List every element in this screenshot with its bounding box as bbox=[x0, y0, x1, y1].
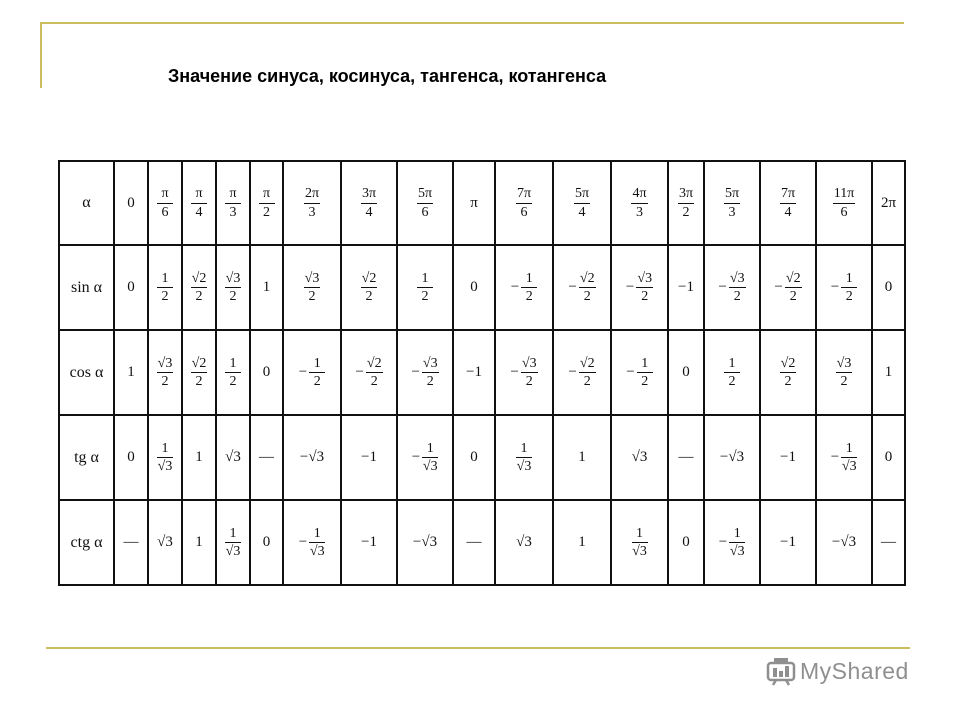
row-label: ctg α bbox=[59, 500, 114, 585]
numerator: 5π bbox=[574, 186, 590, 203]
table-cell bbox=[553, 415, 611, 500]
denominator: 2 bbox=[583, 374, 591, 389]
minus-sign: − bbox=[355, 364, 364, 381]
table-cell bbox=[182, 161, 216, 245]
table-cell bbox=[453, 330, 495, 415]
table-cell bbox=[182, 330, 216, 415]
table-cell bbox=[283, 161, 341, 245]
cell-value: −1 bbox=[780, 449, 796, 466]
table-cell bbox=[250, 161, 283, 245]
denominator: 6 bbox=[161, 204, 169, 220]
table-cell bbox=[182, 500, 216, 585]
table-cell bbox=[216, 161, 250, 245]
denominator: 2 bbox=[583, 289, 591, 304]
numerator: √3 bbox=[225, 271, 242, 288]
cell-value: 0 bbox=[884, 449, 893, 466]
denominator: 2 bbox=[308, 289, 316, 304]
cell-value: 1 bbox=[127, 364, 135, 381]
minus-sign: − bbox=[568, 279, 577, 296]
denominator: 2 bbox=[195, 374, 203, 389]
numerator: 1 bbox=[724, 356, 740, 373]
denominator: 4 bbox=[578, 204, 586, 220]
denominator: 2 bbox=[728, 374, 736, 389]
table-cell bbox=[148, 415, 182, 500]
numerator: 7π bbox=[516, 186, 532, 203]
presentation-board-icon bbox=[766, 656, 796, 686]
minus-sign: − bbox=[510, 279, 520, 296]
fraction bbox=[422, 356, 439, 390]
row-label: sin α bbox=[59, 245, 114, 330]
cell-value: −√3 bbox=[719, 449, 745, 466]
numerator: 1 bbox=[225, 526, 241, 543]
fraction bbox=[225, 356, 241, 390]
fraction bbox=[841, 271, 857, 305]
fraction bbox=[157, 271, 173, 305]
cell-value: — bbox=[123, 534, 139, 551]
numerator: √3 bbox=[304, 271, 321, 288]
table-cell bbox=[611, 330, 668, 415]
cell-value: √3 bbox=[157, 534, 173, 551]
denominator: 6 bbox=[421, 204, 429, 220]
denominator: 2 bbox=[525, 374, 533, 389]
fraction bbox=[366, 356, 383, 390]
cell-value: 0 bbox=[682, 534, 690, 551]
denominator: 2 bbox=[733, 289, 741, 304]
table-cell bbox=[114, 330, 148, 415]
fraction bbox=[157, 186, 173, 220]
fraction bbox=[841, 441, 857, 475]
table-cell bbox=[553, 500, 611, 585]
table-cell bbox=[453, 161, 495, 245]
table-cell bbox=[114, 415, 148, 500]
table-cell bbox=[611, 500, 668, 585]
table-cell bbox=[216, 330, 250, 415]
cell-value: −1 bbox=[780, 534, 796, 551]
row-label: tg α bbox=[59, 415, 114, 500]
fraction bbox=[225, 186, 241, 220]
table-cell bbox=[816, 330, 872, 415]
table-cell bbox=[283, 415, 341, 500]
fraction bbox=[574, 186, 590, 220]
table-row bbox=[59, 161, 905, 245]
minus-sign: − bbox=[830, 449, 840, 466]
numerator: √2 bbox=[780, 356, 797, 373]
numerator: √2 bbox=[579, 356, 596, 373]
fraction bbox=[516, 186, 532, 220]
table-cell bbox=[495, 161, 553, 245]
page-title: Значение синуса, косинуса, тангенса, котангенса bbox=[168, 66, 607, 86]
minus-sign: − bbox=[718, 534, 728, 551]
cell-value: 1 bbox=[884, 364, 893, 381]
fraction bbox=[785, 271, 802, 305]
fraction bbox=[579, 271, 596, 305]
table-cell bbox=[148, 330, 182, 415]
numerator: 1 bbox=[157, 441, 173, 458]
cell-value: — bbox=[259, 449, 274, 466]
decor-line-bottom bbox=[46, 647, 910, 649]
minus-sign: − bbox=[568, 364, 577, 381]
denominator: √3 bbox=[841, 459, 857, 474]
table-cell bbox=[872, 415, 905, 500]
numerator: √2 bbox=[366, 356, 383, 373]
denominator: 2 bbox=[525, 289, 533, 304]
table-cell bbox=[495, 415, 553, 500]
logo-text: MyShared bbox=[800, 657, 909, 684]
cell-value: 0 bbox=[470, 449, 478, 466]
numerator: √2 bbox=[785, 271, 802, 288]
cell-value: −1 bbox=[361, 534, 377, 551]
denominator: 2 bbox=[426, 374, 434, 389]
table-cell bbox=[148, 161, 182, 245]
row-label: cos α bbox=[59, 330, 114, 415]
fraction bbox=[579, 356, 596, 390]
table-cell bbox=[704, 415, 760, 500]
numerator: 1 bbox=[309, 526, 325, 543]
cell-value: — bbox=[881, 534, 896, 551]
cell-value: 0 bbox=[262, 534, 271, 551]
fraction bbox=[780, 356, 797, 390]
table-cell bbox=[341, 245, 397, 330]
cell-value: 1 bbox=[195, 534, 203, 551]
cell-value: π bbox=[470, 194, 478, 211]
numerator: 7π bbox=[780, 186, 796, 203]
table-cell bbox=[668, 245, 704, 330]
denominator: √3 bbox=[516, 459, 532, 474]
table-cell bbox=[553, 245, 611, 330]
numerator: 1 bbox=[422, 441, 438, 458]
minus-sign: − bbox=[830, 279, 840, 296]
table-cell bbox=[114, 500, 148, 585]
numerator: √3 bbox=[729, 271, 746, 288]
minus-sign: − bbox=[510, 364, 519, 381]
minus-sign: − bbox=[298, 534, 308, 551]
cell-value: 0 bbox=[262, 364, 271, 381]
table-row bbox=[59, 245, 905, 330]
table-cell bbox=[704, 245, 760, 330]
table-cell bbox=[341, 500, 397, 585]
table-row bbox=[59, 500, 905, 585]
fraction bbox=[724, 186, 740, 220]
table-cell bbox=[397, 500, 453, 585]
fraction bbox=[361, 186, 377, 220]
fraction bbox=[637, 356, 653, 390]
numerator: 3π bbox=[361, 186, 377, 203]
cell-value: 0 bbox=[127, 194, 135, 211]
table-cell bbox=[872, 245, 905, 330]
denominator: 2 bbox=[421, 289, 429, 304]
fraction bbox=[632, 526, 648, 560]
denominator: 6 bbox=[520, 204, 528, 220]
fraction bbox=[417, 271, 433, 305]
fraction bbox=[636, 271, 653, 305]
denominator: √3 bbox=[632, 544, 647, 559]
fraction bbox=[422, 441, 438, 475]
cell-value: √3 bbox=[631, 449, 648, 466]
table-cell bbox=[182, 245, 216, 330]
table-cell bbox=[216, 415, 250, 500]
table-cell bbox=[283, 500, 341, 585]
minus-sign: − bbox=[411, 449, 421, 466]
table-cell bbox=[553, 161, 611, 245]
trig-values-table bbox=[58, 160, 906, 586]
numerator: √2 bbox=[191, 356, 208, 373]
table-cell bbox=[611, 161, 668, 245]
denominator: 2 bbox=[161, 374, 169, 389]
fraction bbox=[678, 186, 694, 220]
denominator: 2 bbox=[313, 374, 321, 389]
cell-value: 1 bbox=[262, 279, 271, 296]
table-cell bbox=[283, 330, 341, 415]
denominator: 4 bbox=[195, 204, 203, 220]
numerator: 3π bbox=[678, 186, 694, 203]
numerator: π bbox=[259, 186, 275, 203]
numerator: √2 bbox=[579, 271, 596, 288]
cell-value: 1 bbox=[578, 449, 586, 466]
denominator: 2 bbox=[161, 289, 169, 304]
numerator: 1 bbox=[157, 271, 173, 288]
denominator: √3 bbox=[225, 544, 241, 559]
cell-value: 1 bbox=[195, 449, 203, 466]
table-cell bbox=[760, 245, 816, 330]
decor-line-top bbox=[40, 22, 904, 24]
fraction bbox=[521, 271, 537, 305]
fraction bbox=[417, 186, 433, 220]
cell-value: — bbox=[678, 449, 694, 466]
table-cell bbox=[611, 415, 668, 500]
denominator: 2 bbox=[195, 289, 203, 304]
numerator: 1 bbox=[225, 356, 241, 373]
table-cell bbox=[816, 415, 872, 500]
fraction bbox=[191, 271, 208, 305]
table-cell bbox=[668, 330, 704, 415]
table-cell bbox=[283, 245, 341, 330]
denominator: √3 bbox=[729, 544, 745, 559]
numerator: 1 bbox=[632, 526, 648, 543]
fraction bbox=[304, 271, 321, 305]
fraction bbox=[309, 526, 325, 560]
fraction bbox=[521, 356, 538, 390]
cell-value: 0 bbox=[127, 279, 135, 296]
denominator: 2 bbox=[840, 374, 848, 389]
minus-sign: − bbox=[298, 364, 308, 381]
table-cell bbox=[872, 330, 905, 415]
denominator: 3 bbox=[308, 204, 316, 220]
cell-value: 0 bbox=[127, 449, 135, 466]
denominator: 2 bbox=[370, 374, 378, 389]
table-cell bbox=[397, 161, 453, 245]
denominator: √3 bbox=[422, 459, 438, 474]
cell-value: −1 bbox=[361, 449, 377, 466]
denominator: 2 bbox=[784, 374, 792, 389]
numerator: 1 bbox=[417, 271, 433, 288]
table-cell bbox=[148, 500, 182, 585]
numerator: 1 bbox=[521, 271, 537, 288]
denominator: 2 bbox=[365, 289, 373, 304]
fraction bbox=[361, 271, 378, 305]
denominator: 2 bbox=[641, 374, 649, 389]
table-cell bbox=[397, 245, 453, 330]
table-cell bbox=[495, 500, 553, 585]
table-cell bbox=[816, 161, 872, 245]
numerator: 1 bbox=[841, 271, 857, 288]
minus-sign: − bbox=[626, 364, 635, 381]
numerator: π bbox=[191, 186, 207, 203]
denominator: √3 bbox=[157, 459, 173, 474]
table-cell bbox=[668, 161, 704, 245]
table-cell bbox=[148, 245, 182, 330]
denominator: √3 bbox=[309, 544, 325, 559]
fraction bbox=[836, 356, 853, 390]
numerator: 1 bbox=[637, 356, 653, 373]
table-cell bbox=[872, 500, 905, 585]
numerator: 1 bbox=[516, 441, 532, 458]
denominator: 3 bbox=[635, 204, 643, 220]
cell-value: 0 bbox=[470, 279, 478, 296]
table-cell bbox=[495, 330, 553, 415]
cell-value: −1 bbox=[678, 279, 694, 296]
numerator: 1 bbox=[841, 441, 857, 458]
table-cell bbox=[668, 415, 704, 500]
numerator: √3 bbox=[422, 356, 439, 373]
table-row bbox=[59, 330, 905, 415]
numerator: 11π bbox=[833, 186, 856, 203]
denominator: 4 bbox=[365, 204, 373, 220]
numerator: π bbox=[157, 186, 173, 203]
table-cell bbox=[668, 500, 704, 585]
cell-value: −1 bbox=[466, 364, 482, 381]
table-cell bbox=[760, 500, 816, 585]
minus-sign: − bbox=[774, 279, 783, 296]
table-cell bbox=[341, 161, 397, 245]
cell-value: 0 bbox=[682, 364, 690, 381]
cell-value: −√3 bbox=[299, 449, 325, 466]
minus-sign: − bbox=[718, 279, 727, 296]
cell-value: 2π bbox=[880, 194, 897, 211]
denominator: 2 bbox=[641, 289, 649, 304]
cell-value: 1 bbox=[578, 534, 586, 551]
minus-sign: − bbox=[411, 364, 420, 381]
table-cell bbox=[760, 415, 816, 500]
minus-sign: − bbox=[625, 279, 635, 296]
fraction bbox=[729, 526, 745, 560]
table-cell bbox=[250, 245, 283, 330]
denominator: 2 bbox=[682, 204, 690, 220]
fraction bbox=[309, 356, 325, 390]
table-cell bbox=[611, 245, 668, 330]
table-cell bbox=[816, 245, 872, 330]
denominator: 3 bbox=[229, 204, 237, 220]
table-cell bbox=[250, 500, 283, 585]
fraction bbox=[259, 186, 275, 220]
denominator: 3 bbox=[728, 204, 736, 220]
cell-value: √3 bbox=[516, 534, 532, 551]
denominator: 2 bbox=[263, 204, 270, 220]
table-cell bbox=[453, 415, 495, 500]
table-cell bbox=[816, 500, 872, 585]
table-cell bbox=[453, 500, 495, 585]
table-cell bbox=[250, 330, 283, 415]
fraction bbox=[729, 271, 746, 305]
table-cell bbox=[341, 415, 397, 500]
table-cell bbox=[760, 330, 816, 415]
numerator: √3 bbox=[836, 356, 853, 373]
numerator: √2 bbox=[361, 271, 378, 288]
row-label: α bbox=[59, 161, 114, 245]
table-cell bbox=[704, 330, 760, 415]
table-cell bbox=[872, 161, 905, 245]
table-cell bbox=[216, 500, 250, 585]
decor-line-left bbox=[40, 22, 42, 88]
table-cell bbox=[341, 330, 397, 415]
denominator: 2 bbox=[229, 374, 237, 389]
numerator: 4π bbox=[631, 186, 647, 203]
fraction bbox=[191, 186, 207, 220]
fraction bbox=[516, 441, 532, 475]
fraction bbox=[225, 271, 242, 305]
table-cell bbox=[453, 245, 495, 330]
table-cell bbox=[397, 415, 453, 500]
numerator: 1 bbox=[729, 526, 745, 543]
denominator: 6 bbox=[840, 204, 848, 220]
table-cell bbox=[760, 161, 816, 245]
numerator: √3 bbox=[521, 356, 538, 373]
fraction bbox=[631, 186, 647, 220]
denominator: 2 bbox=[789, 289, 797, 304]
table-cell bbox=[114, 245, 148, 330]
table-cell bbox=[114, 161, 148, 245]
cell-value: √3 bbox=[225, 449, 241, 466]
table-cell bbox=[250, 415, 283, 500]
fraction bbox=[191, 356, 208, 390]
fraction bbox=[780, 186, 796, 220]
cell-value: 0 bbox=[884, 279, 893, 296]
numerator: 2π bbox=[304, 186, 320, 203]
denominator: 2 bbox=[845, 289, 853, 304]
myshared-logo bbox=[766, 656, 909, 686]
cell-value: — bbox=[466, 534, 482, 551]
denominator: 4 bbox=[784, 204, 792, 220]
numerator: 5π bbox=[724, 186, 740, 203]
table-cell bbox=[704, 161, 760, 245]
table-row bbox=[59, 415, 905, 500]
fraction bbox=[833, 186, 856, 220]
table-cell bbox=[397, 330, 453, 415]
table-cell bbox=[704, 500, 760, 585]
table-cell bbox=[495, 245, 553, 330]
fraction bbox=[157, 356, 174, 390]
cell-value: −√3 bbox=[412, 534, 438, 551]
numerator: π bbox=[225, 186, 241, 203]
fraction bbox=[157, 441, 173, 475]
numerator: √3 bbox=[636, 271, 653, 288]
denominator: 2 bbox=[229, 289, 237, 304]
table-cell bbox=[182, 415, 216, 500]
numerator: 1 bbox=[309, 356, 325, 373]
fraction bbox=[724, 356, 740, 390]
cell-value: −√3 bbox=[831, 534, 857, 551]
table-cell bbox=[553, 330, 611, 415]
numerator: √2 bbox=[191, 271, 208, 288]
fraction bbox=[304, 186, 320, 220]
table-cell bbox=[216, 245, 250, 330]
numerator: √3 bbox=[157, 356, 174, 373]
numerator: 5π bbox=[417, 186, 433, 203]
fraction bbox=[225, 526, 241, 560]
